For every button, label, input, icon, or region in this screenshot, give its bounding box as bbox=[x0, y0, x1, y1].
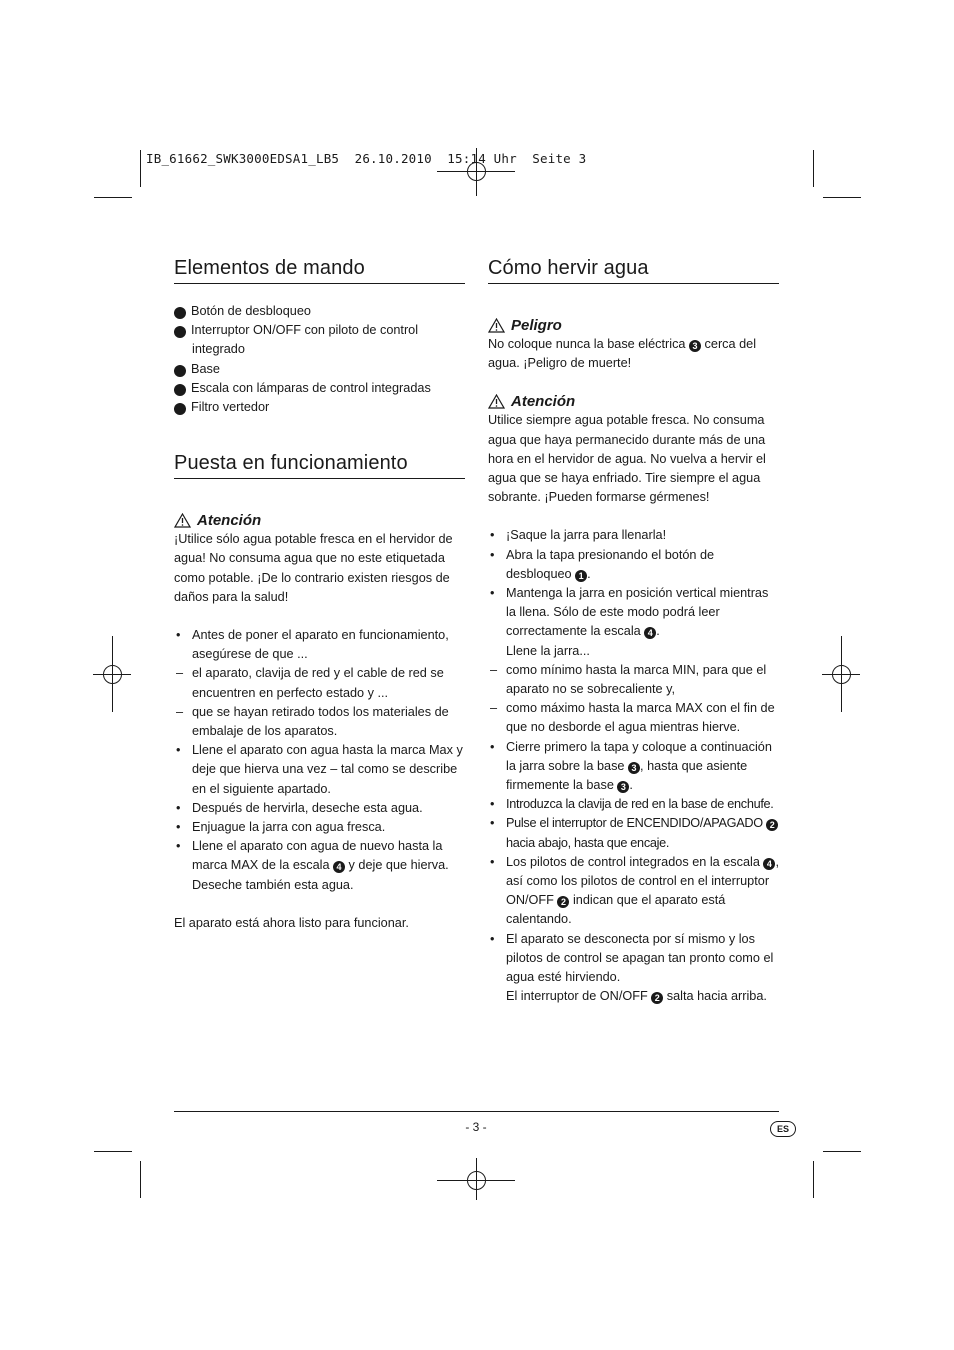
list-item: – como máximo hasta la marca MAX con el fin de que no desborde el agua mientras hierve. bbox=[490, 701, 775, 735]
crop-mark bbox=[94, 1151, 132, 1152]
number-badge: 4 bbox=[174, 384, 186, 396]
number-badge: 4 bbox=[763, 858, 775, 870]
footer-rule bbox=[174, 1111, 779, 1112]
attention-heading: Atención bbox=[174, 511, 465, 530]
list-item: 4 Escala con lámparas de control integradas bbox=[162, 380, 431, 395]
crop-mark bbox=[813, 150, 814, 187]
number-badge: 2 bbox=[766, 819, 778, 831]
list-item: • Enjuague la jarra con agua fresca. bbox=[176, 820, 386, 835]
crop-mark bbox=[140, 150, 141, 187]
warning-icon bbox=[174, 513, 191, 528]
list-item: • Introduzca la clavija de red en la base de enchufe. bbox=[490, 797, 774, 812]
list-item: • Cierre primero la tapa y coloque a continuación la jarra sobre la base 3 , hasta que asiente firmemente la base 3 . bbox=[490, 739, 772, 793]
startup-steps bbox=[174, 626, 465, 895]
number-badge: 4 bbox=[644, 627, 656, 639]
number-badge: 4 bbox=[333, 861, 345, 873]
page-number: - 3 - bbox=[465, 1120, 487, 1134]
list-item: • Llene el aparato con agua hasta la marca Max y deje que hierva una vez – tal como se describe en el siguiente apartado. bbox=[176, 743, 463, 796]
danger-heading: Peligro bbox=[488, 316, 779, 335]
attention-heading: Atención bbox=[488, 392, 779, 411]
number-badge: 3 bbox=[617, 781, 629, 793]
number-badge: 3 bbox=[628, 762, 640, 774]
list-item: 1 Botón de desbloqueo bbox=[162, 304, 311, 318]
number-badge: 3 bbox=[174, 365, 186, 377]
list-item: 3 Base bbox=[162, 361, 220, 376]
boil-heading: Cómo hervir agua bbox=[488, 256, 779, 284]
ready-text: El aparato está ahora listo para funcionar. bbox=[174, 915, 409, 930]
list-item: • Mantenga la jarra en posición vertical mientras la llena. Sólo de este modo podrá leer correctamente la escala 4 . Llene la jarra... bbox=[490, 586, 769, 658]
crop-mark bbox=[823, 197, 861, 198]
list-item: • Llene el aparato con agua de nuevo hasta la marca MAX de la escala 4 y deje que hierva. Deseche también esta agua. bbox=[176, 839, 449, 892]
crop-mark bbox=[823, 1151, 861, 1152]
crop-mark bbox=[813, 1161, 814, 1198]
list-item: • Los pilotos de control integrados en la escala 4 , así como los pilotos de control en el interruptor ON/OFF 2 indican que el aparato está calentando. bbox=[490, 854, 779, 927]
crop-mark bbox=[94, 197, 132, 198]
list-item: • Pulse el interruptor de ENCENDIDO/APAGADO 2 hacia abajo, hasta que encaje. bbox=[488, 814, 779, 852]
list-item: • El aparato se desconecta por sí mismo y los pilotos de control se apagan tan pronto como el agua esté hirviendo. El interruptor de ON/OFF 2 salta hacia arriba. bbox=[490, 931, 774, 1004]
language-badge: ES bbox=[770, 1121, 796, 1137]
number-badge: 1 bbox=[174, 307, 186, 319]
warning-icon bbox=[488, 318, 505, 333]
left-column bbox=[162, 256, 465, 933]
number-badge: 5 bbox=[174, 403, 186, 415]
controls-heading: Elementos de mando bbox=[174, 256, 465, 284]
attention-text: ¡Utilice sólo agua potable fresca en el hervidor de agua! No consuma agua que no este etiquetada como potable. ¡De lo contrario existen riesgos de daños para la salud! bbox=[174, 532, 453, 604]
boil-steps bbox=[488, 526, 779, 1006]
list-item: • Abra la tapa presionando el botón de desbloqueo 1 . bbox=[490, 547, 715, 581]
list-item: – que se hayan retirado todos los materiales de embalaje de los aparatos. bbox=[176, 704, 449, 739]
number-badge: 1 bbox=[575, 570, 587, 582]
registration-mark-icon bbox=[93, 636, 133, 714]
list-item: • Después de hervirla, deseche esta agua. bbox=[176, 800, 423, 815]
list-item: • Antes de poner el aparato en funcionamiento, asegúrese de que ... bbox=[176, 628, 449, 662]
right-column bbox=[488, 256, 779, 1007]
registration-mark-icon bbox=[437, 1158, 517, 1202]
attention-text: Utilice siempre agua potable fresca. No consuma agua que haya permanecido durante más de una hora en el hervidor de agua. No vuelva a hervir el agua que se haya enfriado. Tire siempre el agua sobrante. ¡Pueden formarse gérmenes! bbox=[488, 413, 766, 505]
list-item: 2 Interruptor ON/OFF con piloto de control integrado bbox=[162, 323, 419, 357]
number-badge: 2 bbox=[651, 992, 663, 1004]
list-item: – el aparato, clavija de red y el cable de red se encuentren en perfecto estado y ... bbox=[176, 666, 444, 700]
number-badge: 3 bbox=[689, 340, 701, 352]
list-item: • ¡Saque la jarra para llenarla! bbox=[490, 528, 667, 543]
startup-heading: Puesta en funcionamiento bbox=[174, 451, 465, 479]
number-badge: 2 bbox=[557, 896, 569, 908]
list-item: 5 Filtro vertedor bbox=[162, 400, 270, 415]
list-item: – como mínimo hasta la marca MIN, para que el aparato no se sobrecaliente y, bbox=[490, 662, 767, 697]
number-badge: 2 bbox=[174, 326, 186, 338]
danger-text: No coloque nunca la base eléctrica 3 cerca del agua. ¡Peligro de muerte! bbox=[488, 337, 757, 371]
warning-icon bbox=[488, 394, 505, 409]
print-slug: IB_61662_SWK3000EDSA1_LB5 26.10.2010 15:14 Uhr Seite 3 bbox=[146, 151, 587, 166]
controls-list bbox=[162, 302, 465, 417]
crop-mark bbox=[140, 1161, 141, 1198]
registration-mark-icon bbox=[822, 636, 862, 714]
